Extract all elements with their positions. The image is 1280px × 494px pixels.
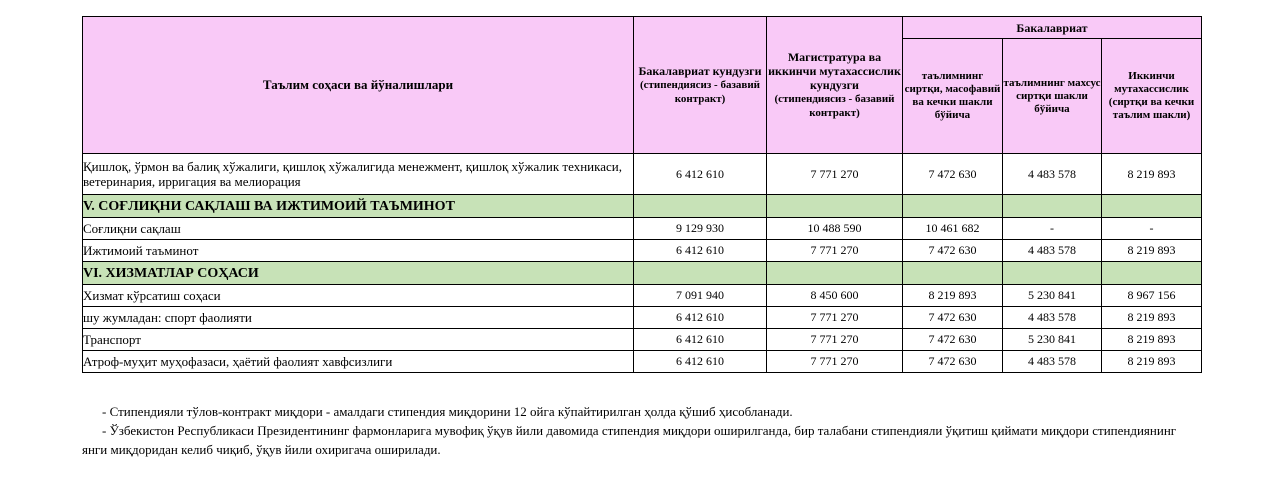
footnotes: [82, 402, 1201, 459]
price-cell: 7 091 940: [634, 285, 767, 307]
section-empty-cell: [634, 195, 767, 218]
price-cell: 7 472 630: [903, 351, 1003, 373]
tuition-table: [82, 16, 1202, 373]
section-title: VI. ХИЗМАТЛАР СОҲАСИ: [83, 262, 634, 285]
price-cell: 7 771 270: [767, 329, 903, 351]
price-cell: 8 450 600: [767, 285, 903, 307]
table-row: [83, 351, 1202, 373]
section-empty-cell: [903, 262, 1003, 285]
footnote-1: - Стипендияли тўлов-контракт миқдори - амалдаги стипендия миқдорини 12 ойга кўпайтирилган ҳолда қўшиб ҳисобланади.: [102, 404, 793, 419]
price-cell: 6 412 610: [634, 307, 767, 329]
header-master-daytime-sub: (стипендиясиз - базавий контракт): [774, 93, 895, 119]
table-row: [83, 307, 1202, 329]
table-row: [83, 285, 1202, 307]
price-cell: 8 219 893: [1102, 329, 1202, 351]
price-cell: 6 412 610: [634, 329, 767, 351]
price-cell: 8 219 893: [1102, 240, 1202, 262]
price-cell: 5 230 841: [1003, 329, 1102, 351]
price-cell: 10 461 682: [903, 218, 1003, 240]
section-empty-cell: [1102, 195, 1202, 218]
section-empty-cell: [1003, 195, 1102, 218]
price-cell: 8 219 893: [1102, 351, 1202, 373]
table-body: [83, 154, 1202, 373]
price-cell: 8 219 893: [1102, 307, 1202, 329]
section-empty-cell: [1102, 262, 1202, 285]
price-cell: 7 771 270: [767, 307, 903, 329]
direction-name: Атроф-муҳит муҳофазаси, ҳаётий фаолият хавфсизлиги: [83, 351, 634, 373]
price-cell: 10 488 590: [767, 218, 903, 240]
price-cell: 7 472 630: [903, 307, 1003, 329]
price-cell: 4 483 578: [1003, 240, 1102, 262]
section-title: V. СОҒЛИҚНИ САҚЛАШ ВА ИЖТИМОИЙ ТАЪМИНОТ: [83, 195, 634, 218]
direction-name: Транспорт: [83, 329, 634, 351]
header-second-specialty: Иккинчи мутахассислик (сиртқи ва кечки таълим шакли): [1102, 39, 1202, 154]
price-cell: 4 483 578: [1003, 154, 1102, 195]
section-row: [83, 195, 1202, 218]
direction-name: шу жумладан: спорт фаолияти: [83, 307, 634, 329]
header-master-daytime-main: Магистратура ва иккинчи мутахассислик кундузги: [768, 50, 901, 92]
section-empty-cell: [634, 262, 767, 285]
header-evening-distance: таълимнинг сиртқи, масофавий ва кечки шакли бўйича: [903, 39, 1003, 154]
table-row: [83, 154, 1202, 195]
price-cell: -: [1003, 218, 1102, 240]
price-cell: 7 771 270: [767, 351, 903, 373]
price-cell: 8 219 893: [1102, 154, 1202, 195]
footnote-2: - Ўзбекистон Республикаси Президентининг фармонларига мувофиқ ўқув йили давомида стипендия миқдори оширилганда, бир талабани стипендияли ўқитиш қиймати миқдори стипендиянинг янги миқдоридан келиб чиқиб, ўқув йили охиригача оширилади.: [82, 423, 1177, 457]
price-cell: 7 472 630: [903, 240, 1003, 262]
section-empty-cell: [767, 262, 903, 285]
header-special-extramural: таълимнинг махсус сиртқи шакли бўйича: [1003, 39, 1102, 154]
header-bachelor-group: Бакалавриат: [903, 17, 1202, 39]
price-cell: -: [1102, 218, 1202, 240]
price-cell: 6 412 610: [634, 240, 767, 262]
table-row: [83, 240, 1202, 262]
header-bachelor-daytime: [634, 17, 767, 154]
price-cell: 5 230 841: [1003, 285, 1102, 307]
header-master-daytime: [767, 17, 903, 154]
section-empty-cell: [1003, 262, 1102, 285]
header-bachelor-daytime-sub: (стипендиясиз - базавий контракт): [639, 79, 761, 105]
price-cell: 9 129 930: [634, 218, 767, 240]
price-cell: 4 483 578: [1003, 307, 1102, 329]
header-bachelor-daytime-main: Бакалавриат кундузги: [638, 64, 762, 78]
direction-name: Хизмат кўрсатиш соҳаси: [83, 285, 634, 307]
price-cell: 7 771 270: [767, 154, 903, 195]
price-cell: 6 412 610: [634, 154, 767, 195]
direction-name: Ижтимоий таъминот: [83, 240, 634, 262]
price-cell: 7 472 630: [903, 329, 1003, 351]
price-cell: 7 472 630: [903, 154, 1003, 195]
direction-name: Соғлиқни сақлаш: [83, 218, 634, 240]
price-cell: 8 967 156: [1102, 285, 1202, 307]
header-direction: Таълим соҳаси ва йўналишлари: [83, 17, 634, 154]
price-cell: 6 412 610: [634, 351, 767, 373]
section-row: [83, 262, 1202, 285]
section-empty-cell: [767, 195, 903, 218]
section-empty-cell: [903, 195, 1003, 218]
table-row: [83, 218, 1202, 240]
price-cell: 4 483 578: [1003, 351, 1102, 373]
price-cell: 7 771 270: [767, 240, 903, 262]
table-row: [83, 329, 1202, 351]
price-cell: 8 219 893: [903, 285, 1003, 307]
direction-name: Қишлоқ, ўрмон ва балиқ хўжалиги, қишлоқ хўжалигида менежмент, қишлоқ хўжалик техникаси, ветеринария, ирригация ва мелиорация: [83, 154, 634, 195]
